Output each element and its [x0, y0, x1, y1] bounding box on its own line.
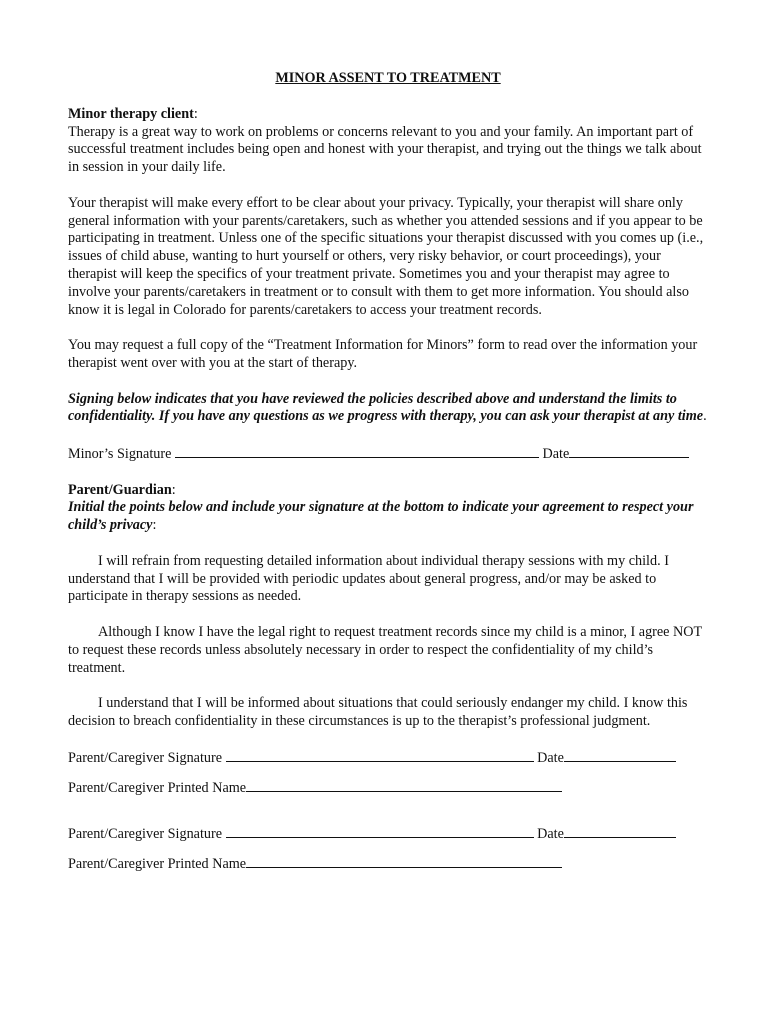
signing-statement-period: . [703, 408, 707, 425]
minor-signature-row [68, 444, 708, 464]
guardian-signature-label-1: Parent/Caregiver Signature [68, 750, 223, 767]
minor-heading-text: Minor therapy client [68, 105, 194, 122]
guardian-section-heading [68, 482, 708, 500]
minor-signature-field[interactable] [175, 444, 539, 458]
guardian-instruction [68, 499, 708, 535]
minor-date-field[interactable] [569, 444, 689, 458]
guardian-printed-row-2 [68, 854, 708, 874]
guardian-date-label-1: Date [537, 750, 564, 767]
minor-date-label: Date [542, 445, 570, 462]
guardian-printed-label-2: Parent/Caregiver Printed Name [68, 855, 247, 872]
guardian-printed-label-1: Parent/Caregiver Printed Name [68, 780, 247, 797]
minor-paragraph-3: You may request a full copy of the “Treatment Information for Minors” form to read over the information your therapist went over with you at the start of therapy. [68, 337, 698, 371]
guardian-instruction-text: Initial the points below and include your signature at the bottom to indicate your agreement to respect your child’s privacy [68, 499, 694, 534]
guardian-heading-text: Parent/Guardian [68, 481, 172, 498]
minor-signature-label: Minor’s Signature [68, 445, 172, 462]
guardian-point-3: I understand that I will be informed about situations that could seriously endanger my child. I know this decision to breach confidentiality in these circumstances is up to the therapist’s professional judgment. [68, 695, 688, 729]
minor-paragraph-2: Your therapist will make every effort to be clear about your privacy. Typically, your therapist will share only general information with your parents/caretakers, such as whether you attended sessions and if you appear to be participating in treatment. Unless one of the specific situations your therapist discussed with you comes up (i.e., issues of child abuse, wanting to hurt yourself or others, very risky behavior, or court proceedings), your therapist will keep the specifics of your treatment private. Sometimes you and your therapist may agree to involve your parents/caretakers in treatment or to consult with them to get more information. You should also know it is legal in Colorado for parents/caretakers to access your treatment records. [68, 194, 704, 318]
guardian-instruction-colon: : [152, 517, 157, 534]
minor-section-heading [68, 106, 708, 124]
guardian-date-label-2: Date [537, 826, 564, 843]
guardian-heading-colon: : [171, 481, 176, 498]
guardian-point-2: Although I know I have the legal right to request treatment records since my child is a minor, I agree NOT to request these records unless absolutely necessary in order to respect the confidentiality of my child’s treatment. [68, 623, 702, 676]
minor-paragraph-1: Therapy is a great way to work on problems or concerns relevant to you and your family. An important part of successful treatment includes being open and honest with your therapist, and trying out the things we talk about in session in your daily life. [68, 123, 702, 176]
guardian-printed-field-1[interactable] [246, 778, 562, 792]
signing-statement-text: Signing below indicates that you have reviewed the policies described above and understand the limits to confidentiality. If you have any questions as we progress with therapy, you can ask your therapist at any time [68, 390, 704, 425]
document-title: MINOR ASSENT TO TREATMENT [275, 70, 501, 86]
guardian-point-1: I will refrain from requesting detailed information about individual therapy sessions with my child. I understand that I will be provided with periodic updates about general progress, and/or may be asked to participate in therapy sessions as needed. [68, 552, 669, 605]
guardian-date-field-2[interactable] [564, 824, 676, 838]
document-page [68, 70, 708, 874]
guardian-signature-label-2: Parent/Caregiver Signature [68, 826, 223, 843]
guardian-signature-row-2 [68, 824, 708, 844]
guardian-printed-field-2[interactable] [246, 854, 562, 868]
signing-statement [68, 391, 708, 427]
guardian-printed-row-1 [68, 778, 708, 798]
minor-heading-colon: : [193, 105, 198, 122]
guardian-signature-row-1 [68, 748, 708, 768]
guardian-signature-field-2[interactable] [226, 824, 534, 838]
guardian-signature-field-1[interactable] [226, 748, 534, 762]
guardian-date-field-1[interactable] [564, 748, 676, 762]
